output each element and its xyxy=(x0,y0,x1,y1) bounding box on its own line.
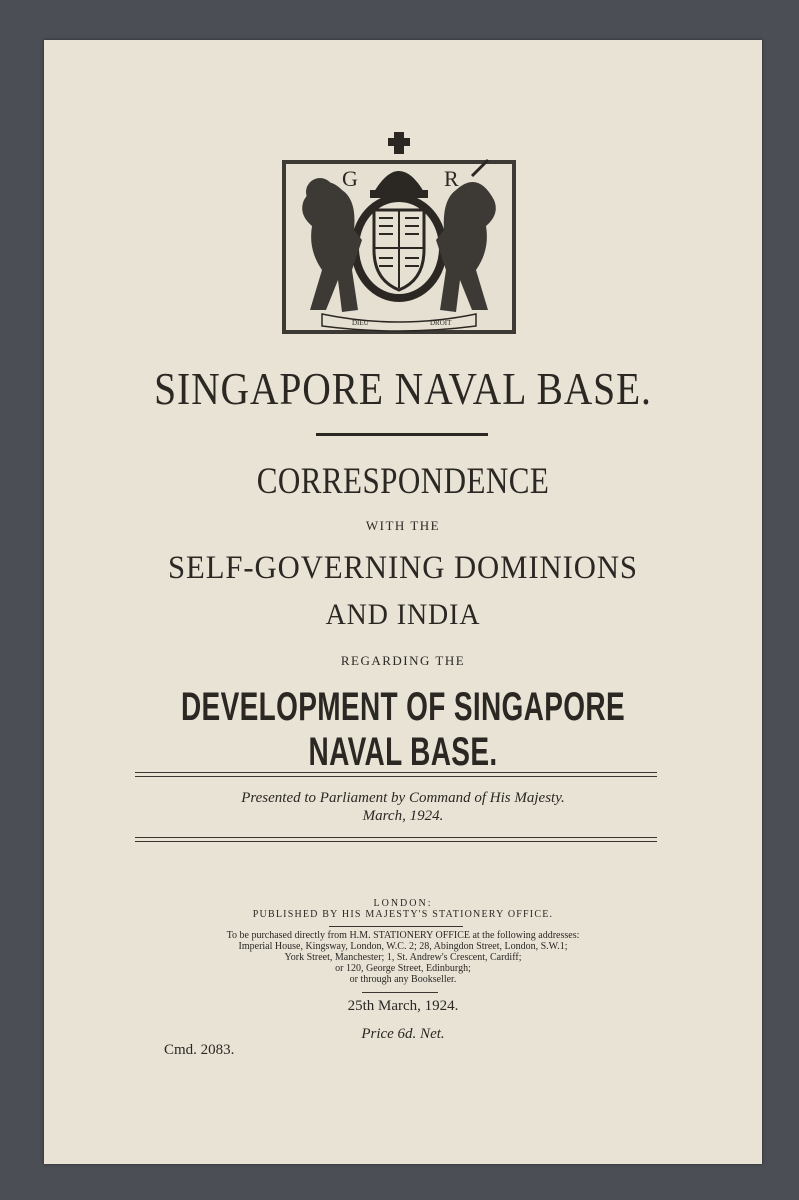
svg-text:R: R xyxy=(444,166,459,191)
price-text: Price 6d. Net. xyxy=(361,1026,445,1042)
title-rule xyxy=(316,433,488,436)
subject-heading: DEVELOPMENT OF SINGAPORE NAVAL BASE. xyxy=(180,685,625,774)
document-page xyxy=(44,40,762,1164)
address-line: To be purchased directly from H.M. STATIONERY OFFICE at the following addresses: xyxy=(226,930,580,941)
publication-date: 25th March, 1924. xyxy=(347,998,459,1014)
regarding-text: REGARDING THE xyxy=(340,653,466,668)
parties-line-2: AND INDIA xyxy=(325,598,481,631)
address-line: York Street, Manchester; 1, St. Andrew's Crescent, Cardiff; xyxy=(284,952,522,963)
presented-note: Presented to Parliament by Command of His Majesty. xyxy=(241,790,565,806)
address-rule xyxy=(362,992,438,993)
presented-date: March, 1924. xyxy=(362,808,444,824)
double-rule-bottom xyxy=(135,837,657,842)
svg-text:DROIT: DROIT xyxy=(430,319,452,327)
svg-text:G: G xyxy=(342,166,358,191)
address-line: or 120, George Street, Edinburgh; xyxy=(335,963,471,974)
address-line: or through any Bookseller. xyxy=(349,974,457,985)
purchase-addresses xyxy=(44,930,762,985)
publisher-line: PUBLISHED BY HIS MAJESTY'S STATIONERY OFFICE. xyxy=(252,909,554,920)
imprint-city: LONDON: xyxy=(373,898,433,909)
svg-text:DIEU: DIEU xyxy=(352,319,369,327)
address-line: Imperial House, Kingsway, London, W.C. 2; 28, Abingdon Street, London, S.W.1; xyxy=(238,941,568,952)
document-subtitle: CORRESPONDENCE xyxy=(256,461,550,502)
double-rule-top xyxy=(135,772,657,777)
imprint-rule xyxy=(329,926,463,927)
document-title: SINGAPORE NAVAL BASE. xyxy=(154,363,652,414)
command-number: Cmd. 2083. xyxy=(164,1042,235,1058)
parties-line-1: SELF-GOVERNING DOMINIONS xyxy=(168,550,638,586)
royal-coat-of-arms-icon xyxy=(282,130,516,335)
with-the-text: WITH THE xyxy=(365,518,441,533)
